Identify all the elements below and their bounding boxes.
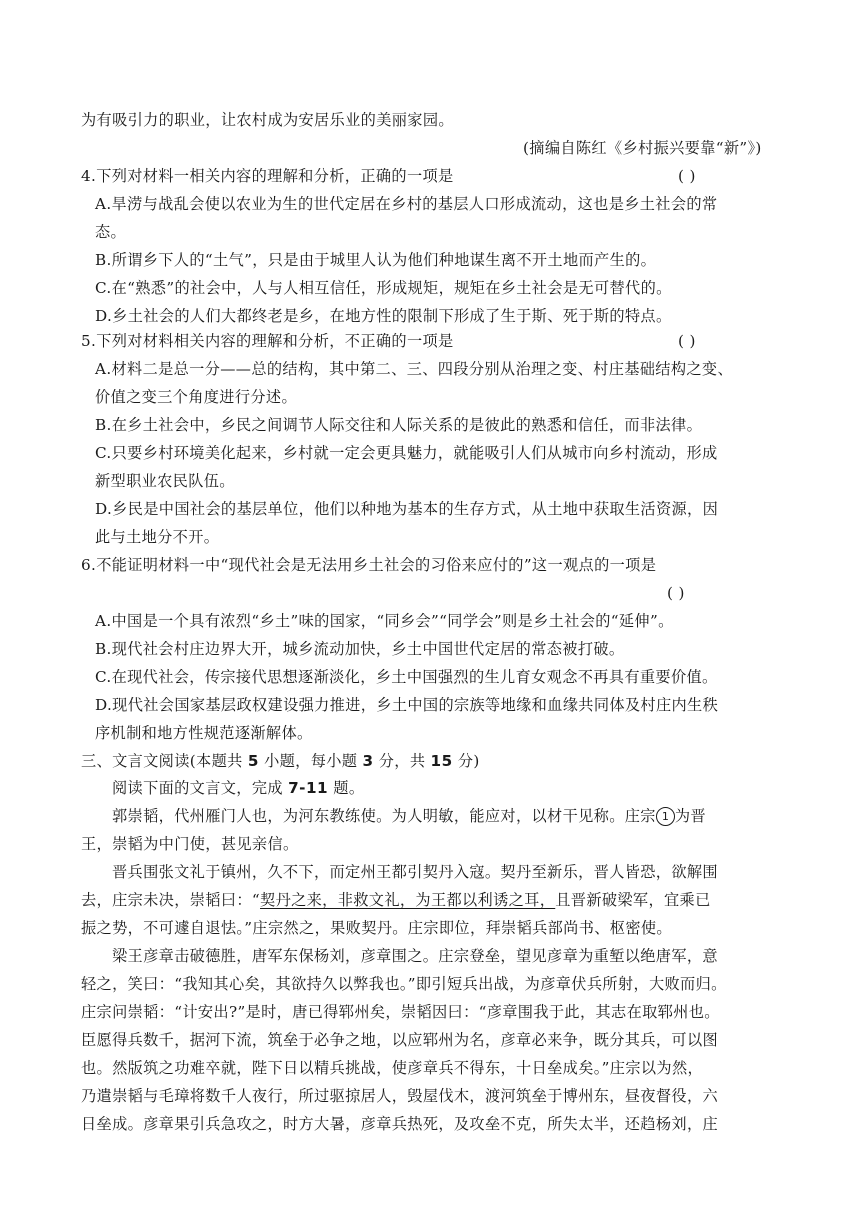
text-line xyxy=(112,806,706,826)
option-d: D.现代社会国家基层政权建设强力推进，乡土中国的宗族等地缘和血缘共同体及村庄内生秩 xyxy=(95,696,719,714)
text-line: 王，崇韬为中门使，甚见亲信。 xyxy=(81,835,299,853)
text-line: 为有吸引力的职业，让农村成为安居乐业的美丽家园。 xyxy=(81,111,454,129)
text-line: 梁王彦章击破德胜，唐军东保杨刘，彦章围之。庄宗登垒，望见彦章为重堑以绝唐军，意 xyxy=(112,947,718,965)
option-c: C.在“熟悉”的社会中，人与人相互信任，形成规矩，规矩在乡土社会是无可替代的。 xyxy=(95,279,672,297)
text-line: 日垒成。彦章果引兵急攻之，时方大暑，彦章兵热死，及攻垒不克，所失太半，还趋杨刘，庄 xyxy=(81,1115,719,1133)
option-d: D.乡土社会的人们大都终老是乡，在地方性的限制下形成了生于斯、死于斯的特点。 xyxy=(95,307,672,325)
text-span: 且晋新破梁军，宜乘已 xyxy=(555,891,711,909)
section-heading xyxy=(81,751,480,771)
question-stem: 6.不能证明材料一中“现代社会是无法用乡土社会的习俗来应付的”这一观点的一项是 xyxy=(81,556,657,574)
option-a: A.材料二是总一分——总的结构，其中第二、三、四段分别从治理之变、村庄基础结构之变、 xyxy=(95,360,733,378)
text-line: 乃遣崇韬与毛璋将数千人夜行，所过驱掠居人，毁屋伐木，渡河筑垒于博州东，昼夜督役，六 xyxy=(81,1087,719,1105)
option-c-cont: 新型职业农民队伍。 xyxy=(95,472,235,490)
heading-number: 5 xyxy=(247,752,259,770)
heading-text: 分) xyxy=(452,752,480,770)
text-span: 郭崇韬，代州雁门人也，为河东教练使。为人明敏，能应对，以材干见称。庄宗 xyxy=(112,807,656,825)
underlined-sentence: 契丹之来，非救文礼，为王都以利诱之耳， xyxy=(260,891,556,909)
option-a: A.中国是一个具有浓烈“乡土”味的国家，“同乡会”“同学会”则是乡土社会的“延伸”。 xyxy=(95,612,674,630)
question-range: 7-11 xyxy=(288,779,329,797)
option-c: C.在现代社会，传宗接代思想逐渐淡化，乡土中国强烈的生儿育女观念不再具有重要价值。 xyxy=(95,668,718,686)
source-citation: (摘编自陈红《乡村振兴要靠“新”》) xyxy=(523,139,762,157)
heading-number: 3 xyxy=(362,752,374,770)
option-c: C.只要乡村环境美化起来，乡村就一定会更具魅力，就能吸引人们从城市向乡村流动，形成 xyxy=(95,444,718,462)
option-d: D.乡民是中国社会的基层单位，他们以种地为基本的生存方式，从土地中获取生活资源，因 xyxy=(95,500,719,518)
heading-text: 小题，每小题 xyxy=(258,752,363,770)
annotation-marker: 1 xyxy=(656,807,675,826)
option-b: B.现代社会村庄边界大开，城乡流动加快，乡土中国世代定居的常态被打破。 xyxy=(95,640,625,658)
text-line: 晋兵围张文礼于镇州，久不下，而定州王都引契丹入寇。契丹至新乐，晋人皆恐，欲解围 xyxy=(112,863,718,881)
answer-blank: ( ) xyxy=(667,584,685,602)
question-stem: 5.下列对材料相关内容的理解和分析，不正确的一项是 xyxy=(81,332,454,350)
heading-number: 15 xyxy=(430,752,453,770)
reading-instruction xyxy=(112,778,364,798)
option-a-cont: 价值之变三个角度进行分述。 xyxy=(95,388,297,406)
heading-text: 分，共 xyxy=(373,752,431,770)
question-stem: 4.下列对材料一相关内容的理解和分析，正确的一项是 xyxy=(81,167,454,185)
option-a-cont: 态。 xyxy=(95,223,127,241)
text-line: 臣愿得兵数千，据河下流，筑垒于必争之地，以应郓州为名，彦章必来争，既分其兵，可以图 xyxy=(81,1031,719,1049)
answer-blank: ( ) xyxy=(678,332,696,350)
heading-text: 三、文言文阅读(本题共 xyxy=(81,752,248,770)
text-line xyxy=(81,890,711,910)
instruction-text: 题。 xyxy=(328,779,365,797)
option-d-cont: 序机制和地方性规范逐渐解体。 xyxy=(95,724,313,742)
text-line: 庄宗问崇韬：“计安出?”是时，唐已得郓州矣，崇韬因曰：“彦章围我于此，其志在取郓州也。 xyxy=(81,1003,720,1021)
text-line: 振之势，不可遽自退怯。”庄宗然之，果败契丹。庄宗即位，拜崇韬兵部尚书、枢密使。 xyxy=(81,919,672,937)
text-span: 为晋 xyxy=(674,807,706,825)
answer-blank: ( ) xyxy=(678,167,696,185)
option-d-cont: 此与土地分不开。 xyxy=(95,528,220,546)
text-line: 也。然版筑之功难卒就，陛下日以精兵挑战，使彦章兵不得东，十日垒成矣。”庄宗以为然， xyxy=(81,1059,704,1077)
text-span: 去，庄宗未决，崇韬曰：“ xyxy=(81,891,261,909)
instruction-text: 阅读下面的文言文，完成 xyxy=(112,779,289,797)
option-b: B.在乡土社会中，乡民之间调节人际交往和人际关系的是彼此的熟悉和信任，而非法律。 xyxy=(95,416,703,434)
text-line: 轻之，笑曰：“我知其心矣，其欲持久以弊我也。”即引短兵出战，为彦章伏兵所射，大败而归。 xyxy=(81,975,727,993)
option-a: A.旱涝与战乱会使以农业为生的世代定居在乡村的基层人口形成流动，这也是乡土社会的常 xyxy=(95,195,718,213)
option-b: B.所谓乡下人的“土气”，只是由于城里人认为他们种地谋生离不开土地而产生的。 xyxy=(95,251,657,269)
